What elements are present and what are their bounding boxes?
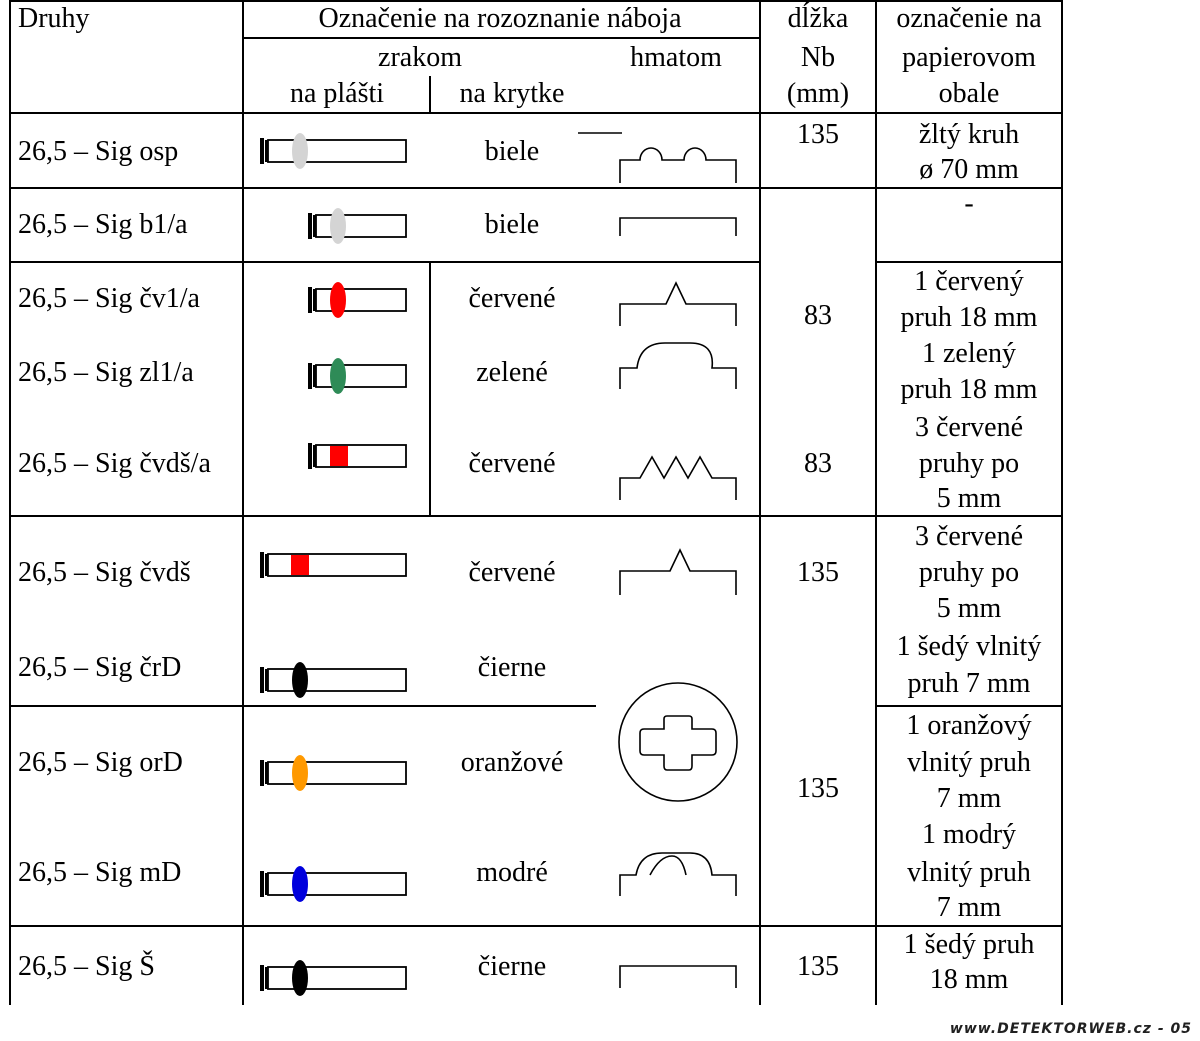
tactile-three-peaks-icon bbox=[620, 457, 736, 500]
color-band bbox=[292, 755, 308, 791]
header-obal-line1: označenie na bbox=[896, 3, 1042, 34]
tactile-flat-icon bbox=[620, 966, 736, 988]
paper-marking: pruhy po bbox=[918, 557, 1020, 588]
paper-marking: 1 šedý vlnitý bbox=[896, 631, 1042, 662]
krytka-color: biele bbox=[484, 136, 540, 167]
krytka-color: zelené bbox=[476, 357, 548, 388]
krytka-color: čierne bbox=[477, 652, 547, 683]
row-name: 26,5 – Sig čv1/a bbox=[18, 283, 200, 314]
color-band bbox=[292, 133, 308, 169]
header-na-plasti: na plášti bbox=[289, 78, 385, 109]
paper-marking: 3 červené bbox=[914, 521, 1024, 552]
cartridge-sketch bbox=[260, 755, 406, 791]
paper-marking: 7 mm bbox=[936, 892, 1002, 923]
paper-marking: 1 modrý bbox=[921, 819, 1017, 850]
watermark: www.DETEKTORWEB.cz - 05 bbox=[949, 1021, 1192, 1037]
paper-marking: 5 mm bbox=[936, 483, 1002, 514]
paper-marking: 1 oranžový bbox=[906, 710, 1032, 741]
row-name: 26,5 – Sig zl1/a bbox=[18, 357, 194, 388]
header-obal-line3: obale bbox=[938, 78, 1000, 109]
krytka-color: biele bbox=[484, 209, 540, 240]
paper-marking: pruh 18 mm bbox=[900, 302, 1038, 333]
paper-marking: 5 mm bbox=[936, 593, 1002, 624]
header-dlzka-line1: dĺžka bbox=[787, 3, 849, 34]
header-druhy: Druhy bbox=[18, 3, 90, 34]
row-name: 26,5 – Sig osp bbox=[18, 136, 179, 167]
paper-marking: - bbox=[964, 188, 974, 219]
tactile-two-bumps-icon bbox=[578, 133, 736, 183]
header-obal-line2: papierovom bbox=[902, 42, 1036, 73]
row-name: 26,5 – Sig Š bbox=[18, 951, 155, 982]
krytka-color: modré bbox=[476, 857, 548, 888]
krytka-color: oranžové bbox=[460, 747, 564, 778]
row-name: 26,5 – Sig mD bbox=[18, 857, 182, 888]
color-band bbox=[330, 358, 346, 394]
paper-marking: vlnitý pruh bbox=[907, 857, 1031, 888]
cartridge-sketch bbox=[260, 866, 406, 902]
color-band bbox=[291, 555, 309, 575]
cartridge-sketch bbox=[308, 208, 406, 244]
krytka-color: červené bbox=[468, 283, 556, 314]
paper-marking: žltý kruh bbox=[918, 119, 1020, 150]
cartridge-sketch bbox=[260, 552, 406, 578]
tactile-one-peak-icon bbox=[620, 283, 736, 326]
paper-marking: ø 70 mm bbox=[919, 154, 1019, 185]
krytka-color: červené bbox=[468, 557, 556, 588]
row-name: 26,5 – Sig čvdš/a bbox=[18, 448, 211, 479]
color-band bbox=[330, 282, 346, 318]
header-dlzka-line3: (mm) bbox=[786, 78, 850, 109]
paper-marking: pruh 18 mm bbox=[900, 374, 1038, 405]
color-band bbox=[330, 446, 348, 466]
paper-marking: 3 červené bbox=[914, 412, 1024, 443]
paper-marking: 7 mm bbox=[936, 783, 1002, 814]
length-value: 135 bbox=[797, 951, 839, 982]
paper-marking: 1 červený bbox=[914, 266, 1024, 297]
row-name: 26,5 – Sig orD bbox=[18, 747, 183, 778]
header-dlzka-line2: Nb bbox=[800, 42, 836, 73]
color-band bbox=[292, 662, 308, 698]
paper-marking: vlnitý pruh bbox=[907, 747, 1031, 778]
paper-marking: pruh 7 mm bbox=[907, 668, 1031, 699]
paper-marking: pruhy po bbox=[918, 448, 1020, 479]
length-value: 135 bbox=[797, 773, 839, 804]
row-name: 26,5 – Sig čvdš bbox=[18, 557, 191, 588]
header-oznacenie: Označenie na rozoznanie náboja bbox=[318, 3, 682, 34]
cartridge-sketch bbox=[260, 133, 406, 169]
cartridge-sketch bbox=[308, 282, 406, 318]
header-na-krytke: na krytke bbox=[459, 78, 565, 109]
row-name: 26,5 – Sig b1/a bbox=[18, 209, 188, 240]
length-value: 83 bbox=[804, 300, 832, 331]
length-value: 135 bbox=[797, 119, 839, 150]
tactile-cross-icon bbox=[619, 683, 737, 801]
tactile-dome-icon bbox=[620, 853, 736, 896]
color-band bbox=[292, 866, 308, 902]
header-hmatom: hmatom bbox=[630, 42, 722, 73]
length-value: 83 bbox=[804, 448, 832, 479]
color-band bbox=[292, 960, 308, 996]
krytka-color: čierne bbox=[477, 951, 547, 982]
tactile-plateau-icon bbox=[620, 343, 736, 389]
cartridge-sketch bbox=[308, 443, 406, 469]
cartridge-sketch bbox=[260, 960, 406, 996]
krytka-color: červené bbox=[468, 448, 556, 479]
header-zrakom: zrakom bbox=[378, 42, 462, 73]
paper-marking: 18 mm bbox=[929, 964, 1009, 995]
cartridge-sketch bbox=[308, 358, 406, 394]
paper-marking: 1 zelený bbox=[921, 338, 1017, 369]
tactile-one-peak-icon bbox=[620, 550, 736, 595]
paper-marking: 1 šedý pruh bbox=[903, 929, 1035, 960]
color-band bbox=[330, 208, 346, 244]
row-name: 26,5 – Sig črD bbox=[18, 652, 182, 683]
length-value: 135 bbox=[797, 557, 839, 588]
tactile-flat-icon bbox=[620, 218, 736, 236]
cartridge-sketch bbox=[260, 662, 406, 698]
